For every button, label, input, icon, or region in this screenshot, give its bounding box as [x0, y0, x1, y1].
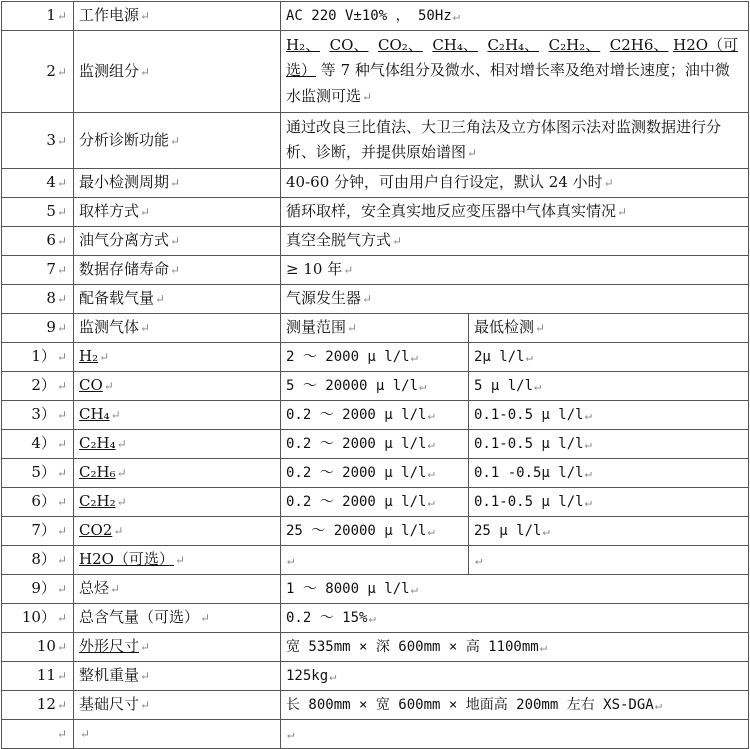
table-row	[2, 546, 749, 575]
row-number: 10↵	[2, 633, 74, 662]
min-cell: 5 μ l/l↵	[469, 372, 749, 401]
table-row	[2, 343, 749, 372]
table-row	[2, 31, 749, 113]
row-label: C₂H₂↵	[74, 488, 281, 517]
row-label: 取样方式↵	[74, 198, 281, 227]
row-value: 通过改良三比值法、大卫三角法及立方体图示法对监测数据进行分析、诊断，并提供原始谱图↵	[281, 113, 749, 169]
row-number: 3↵	[2, 113, 74, 169]
row-label: 数据存储寿命↵	[74, 256, 281, 285]
table-row	[2, 285, 749, 314]
row-label: H2O（可选）↵	[74, 546, 281, 575]
row-label: 工作电源↵	[74, 2, 281, 31]
table-row	[2, 113, 749, 169]
row-label: CO↵	[74, 372, 281, 401]
row-label: CH₄↵	[74, 401, 281, 430]
row-number: 9↵	[2, 314, 74, 343]
row-number: 9）↵	[2, 575, 74, 604]
range-cell: 25 ～ 20000 μ l/l↵	[281, 517, 469, 546]
table-row	[2, 720, 749, 749]
min-cell: 0.1-0.5 μ l/l↵	[469, 401, 749, 430]
row-number: 5）↵	[2, 459, 74, 488]
min-cell: 0.1-0.5 μ l/l↵	[469, 430, 749, 459]
table-row	[2, 256, 749, 285]
row-label: ↵	[74, 720, 281, 749]
row-label: 配备载气量↵	[74, 285, 281, 314]
row-label: C₂H₆↵	[74, 459, 281, 488]
row-number: 5↵	[2, 198, 74, 227]
row-number: ↵	[2, 720, 74, 749]
row-label: CO2↵	[74, 517, 281, 546]
row-number: 4↵	[2, 169, 74, 198]
row-label: 油气分离方式↵	[74, 227, 281, 256]
range-cell: 0.2 ～ 2000 μ l/l↵	[281, 401, 469, 430]
row-number: 10）↵	[2, 604, 74, 633]
row-value: AC 220 V±10% ， 50Hz↵	[281, 2, 749, 31]
row-label: H₂↵	[74, 343, 281, 372]
min-cell: ↵	[469, 546, 749, 575]
row-value: ↵	[281, 720, 749, 749]
row-number: 1↵	[2, 2, 74, 31]
row-label: 分析诊断功能↵	[74, 113, 281, 169]
table-row	[2, 372, 749, 401]
table-row	[2, 401, 749, 430]
column-header-min: 最低检测↵	[469, 314, 749, 343]
row-number: 7）↵	[2, 517, 74, 546]
row-number: 7↵	[2, 256, 74, 285]
table-row	[2, 169, 749, 198]
row-number: 8↵	[2, 285, 74, 314]
row-number: 2↵	[2, 31, 74, 113]
min-cell: 2μ l/l↵	[469, 343, 749, 372]
table-row	[2, 459, 749, 488]
row-number: 6）↵	[2, 488, 74, 517]
row-value: 1 ～ 8000 μ l/l↵	[281, 575, 749, 604]
row-value: 40-60 分钟，可由用户自行设定，默认 24 小时↵	[281, 169, 749, 198]
table-row	[2, 227, 749, 256]
row-label: 最小检测周期↵	[74, 169, 281, 198]
row-number: 4）↵	[2, 430, 74, 459]
row-label: 基础尺寸↵	[74, 691, 281, 720]
table-row	[2, 575, 749, 604]
min-cell: 0.1 -0.5μ l/l↵	[469, 459, 749, 488]
row-label: 总烃↵	[74, 575, 281, 604]
range-cell: 0.2 ～ 2000 μ l/l↵	[281, 488, 469, 517]
spec-table-body	[2, 2, 749, 749]
row-label: 监测气体↵	[74, 314, 281, 343]
min-cell: 0.1-0.5 μ l/l↵	[469, 488, 749, 517]
column-header-range: 测量范围↵	[281, 314, 469, 343]
row-value: 宽 535mm × 深 600mm × 高 1100mm↵	[281, 633, 749, 662]
row-value: H₂、 CO、 CO₂、 CH₄、 C₂H₄、 C₂H₂、 C2H6、 H2O（可选） 等 7 种气体组分及微水、相对增长率及绝对增长速度；油中微水监测可选↵	[281, 31, 749, 113]
row-number: 12↵	[2, 691, 74, 720]
row-value: 长 800mm × 宽 600mm × 地面高 200mm 左右 XS-DGA↵	[281, 691, 749, 720]
table-row	[2, 430, 749, 459]
row-value: 0.2 ～ 15%↵	[281, 604, 749, 633]
range-cell: 5 ～ 20000 μ l/l↵	[281, 372, 469, 401]
table-row	[2, 488, 749, 517]
row-label: 外形尺寸↵	[74, 633, 281, 662]
range-cell: 2 ～ 2000 μ l/l↵	[281, 343, 469, 372]
table-row	[2, 691, 749, 720]
range-cell: ↵	[281, 546, 469, 575]
row-value: 循环取样，安全真实地反应变压器中气体真实情况↵	[281, 198, 749, 227]
min-cell: 25 μ l/l↵	[469, 517, 749, 546]
table-row	[2, 314, 749, 343]
table-row	[2, 517, 749, 546]
row-label: C₂H₄↵	[74, 430, 281, 459]
row-label: 总含气量（可选）↵	[74, 604, 281, 633]
spec-table	[1, 1, 749, 749]
row-number: 1）↵	[2, 343, 74, 372]
table-row	[2, 2, 749, 31]
table-row	[2, 604, 749, 633]
table-row	[2, 662, 749, 691]
table-row	[2, 198, 749, 227]
row-label: 监测组分↵	[74, 31, 281, 113]
range-cell: 0.2 ～ 2000 μ l/l↵	[281, 459, 469, 488]
row-number: 8）↵	[2, 546, 74, 575]
range-cell: 0.2 ～ 2000 μ l/l↵	[281, 430, 469, 459]
row-value: ≥ 10 年↵	[281, 256, 749, 285]
row-value: 125kg↵	[281, 662, 749, 691]
row-number: 11↵	[2, 662, 74, 691]
row-number: 6↵	[2, 227, 74, 256]
row-value: 气源发生器↵	[281, 285, 749, 314]
row-number: 2）↵	[2, 372, 74, 401]
row-value: 真空全脱气方式↵	[281, 227, 749, 256]
row-label: 整机重量↵	[74, 662, 281, 691]
row-number: 3）↵	[2, 401, 74, 430]
table-row	[2, 633, 749, 662]
